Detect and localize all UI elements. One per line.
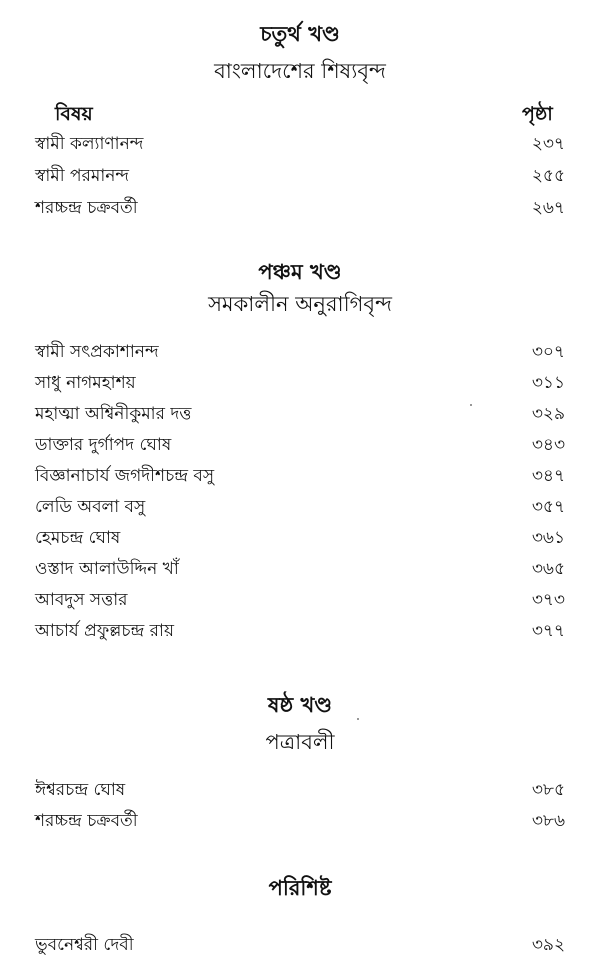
column-header-page: পৃষ্ঠা	[522, 103, 553, 125]
entry-page: ৩১১	[531, 373, 565, 393]
entry-page: ৩০৭	[531, 342, 565, 362]
toc-entry	[35, 432, 565, 460]
entry-title: হেমচন্দ্র ঘোষ	[35, 528, 121, 548]
toc-entry	[35, 131, 565, 159]
toc-entry	[35, 494, 565, 522]
toc-entry	[35, 370, 565, 398]
entry-page: ৩৬৫	[531, 559, 565, 579]
section5-title: পঞ্চম খণ্ড	[258, 260, 342, 284]
entry-title: স্বামী সৎপ্রকাশানন্দ	[35, 342, 159, 362]
scan-speck	[470, 404, 472, 406]
entry-page: ৩৬১	[531, 528, 565, 548]
entry-page: ৩৭৩	[531, 590, 565, 610]
entry-title: স্বামী পরমানন্দ	[35, 166, 130, 186]
entry-title: ঈশ্বরচন্দ্র ঘোষ	[35, 780, 126, 800]
toc-entry	[35, 195, 565, 223]
entry-page: ২৩৭	[531, 134, 565, 154]
toc-entry	[35, 463, 565, 491]
section4-title: চতুর্থ খণ্ড	[260, 22, 340, 46]
entry-title: শরচ্চন্দ্র চক্রবর্তী	[35, 811, 138, 831]
scan-speck	[357, 718, 359, 720]
entry-title: শরচ্চন্দ্র চক্রবর্তী	[35, 198, 138, 218]
entry-title: লেডি অবলা বসু	[35, 497, 146, 517]
entry-page: ৩৪৭	[531, 466, 565, 486]
toc-entry	[35, 932, 565, 960]
section6-title: ষষ্ঠ খণ্ড	[267, 693, 333, 717]
entry-page: ৩৮৬	[531, 811, 565, 831]
toc-entry	[35, 401, 565, 429]
entry-page: ৩২৯	[531, 404, 565, 424]
entry-page: ৩৭৭	[531, 621, 565, 641]
entry-title: ডাক্তার দুর্গাপদ ঘোষ	[35, 435, 172, 455]
entry-page: ৩৪৩	[531, 435, 565, 455]
appendix-title: পরিশিষ্ট	[268, 876, 332, 900]
toc-entry	[35, 808, 565, 836]
entry-page: ২৬৭	[531, 198, 565, 218]
toc-entry	[35, 525, 565, 553]
entry-page: ৩৮৫	[531, 780, 565, 800]
entry-page: ৩৯২	[531, 935, 565, 955]
entry-page: ৩৫৭	[531, 497, 565, 517]
toc-entry	[35, 339, 565, 367]
toc-entry	[35, 618, 565, 646]
entry-title: মহাত্মা অশ্বিনীকুমার দত্ত	[35, 404, 192, 424]
entry-title: আচার্য প্রফুল্লচন্দ্র রায়	[35, 621, 174, 641]
entry-title: ওস্তাদ আলাউদ্দিন খাঁ	[35, 559, 179, 579]
column-header-subject: বিষয়	[55, 103, 93, 125]
entry-title: ভুবনেশ্বরী দেবী	[35, 935, 134, 955]
toc-entry	[35, 777, 565, 805]
section4-subtitle: বাংলাদেশের শিষ্যবৃন্দ	[214, 59, 386, 83]
toc-entry	[35, 556, 565, 584]
entry-title: সাধু নাগমহাশয়	[35, 373, 136, 393]
entry-page: ২৫৫	[531, 166, 565, 186]
entry-title: স্বামী কল্যাণানন্দ	[35, 134, 144, 154]
entry-title: বিজ্ঞানাচার্য জগদীশচন্দ্র বসু	[35, 466, 215, 486]
entry-title: আবদুস সত্তার	[35, 590, 128, 610]
section5-subtitle: সমকালীন অনুরাগিবৃন্দ	[208, 292, 392, 316]
toc-entry	[35, 163, 565, 191]
toc-entry	[35, 587, 565, 615]
section6-subtitle: পত্রাবলী	[265, 730, 335, 754]
